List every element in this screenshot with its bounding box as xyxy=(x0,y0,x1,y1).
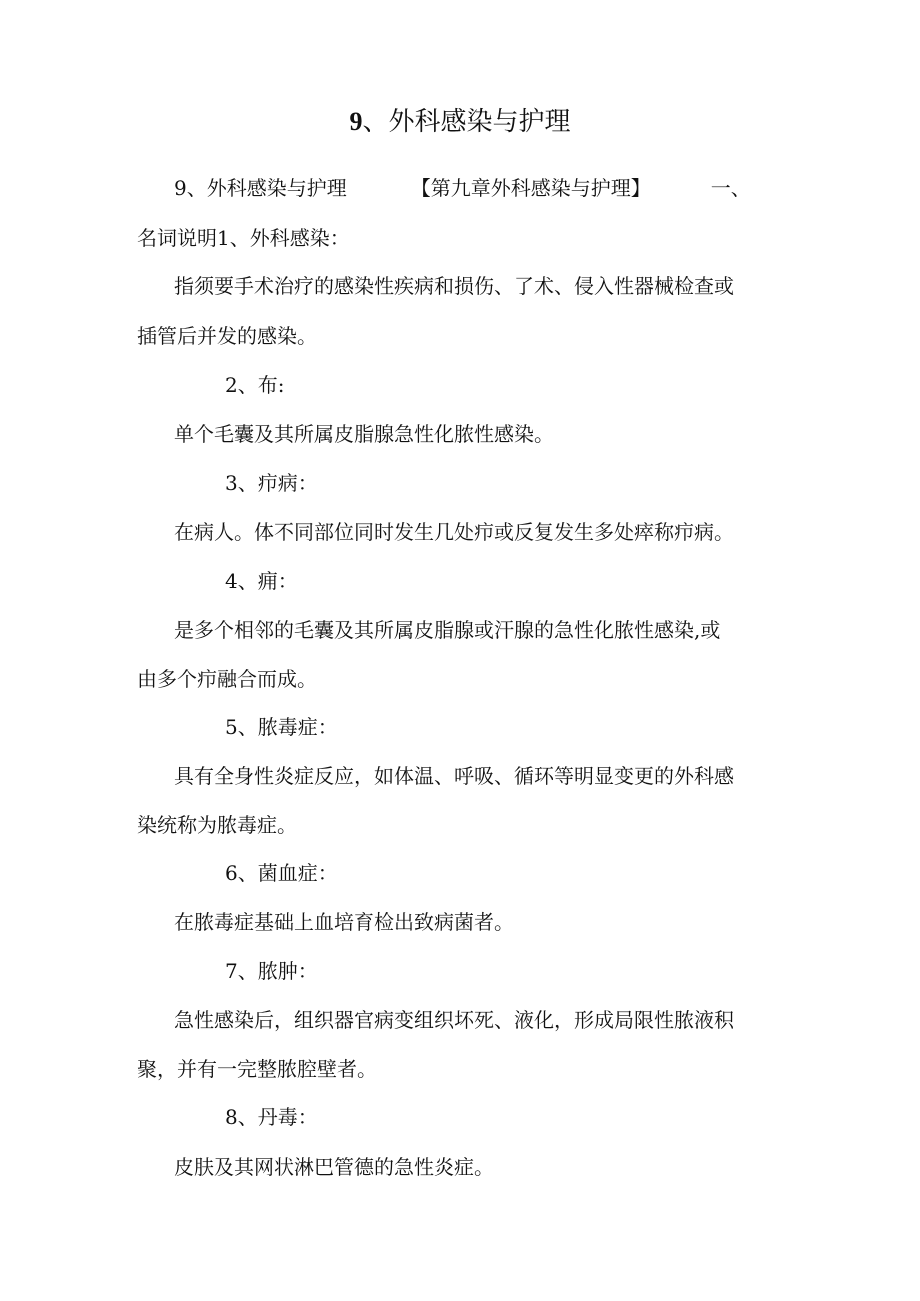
definition-5-line-2: 染统称为脓毒症。 xyxy=(137,813,297,837)
intro-part-3: 一、 xyxy=(710,176,751,200)
term-heading-2: 2、布: xyxy=(225,373,285,397)
definition-7-line-1: 急性感染后，组织器官病变组织坏死、液化，形成局限性脓液积 xyxy=(174,1008,734,1032)
definition-2-line-1: 单个毛囊及其所属皮脂腺急性化脓性感染。 xyxy=(174,422,554,446)
term-heading-3: 3、疖病： xyxy=(225,471,318,495)
term-heading-5: 5、脓毒症： xyxy=(225,715,338,739)
definition-5-line-1: 具有全身性炎症反应，如体温、呼吸、循环等明显变更的外科感 xyxy=(174,764,734,788)
term-heading-8: 8、丹毒： xyxy=(225,1105,318,1129)
term-heading-7: 7、脓肿： xyxy=(225,959,318,983)
title-number: 9 xyxy=(349,107,363,136)
definition-1-line-1: 指须要手术治疗的感染性疾病和损伤、了术、侵入性器械检查或 xyxy=(174,274,734,298)
definition-3-line-1: 在病人。体不同部位同时发生几处疖或反复发生多处瘁称疖病。 xyxy=(174,520,734,544)
definition-6-line-1: 在脓毒症基础上血培育检出致病菌者。 xyxy=(174,910,514,934)
definition-1-line-2: 插管后并发的感染。 xyxy=(137,324,317,348)
definition-4-line-2: 由多个疖融合而成。 xyxy=(137,667,317,691)
definition-7-line-2: 聚，并有一完整脓腔壁者。 xyxy=(137,1057,377,1081)
intro-part-2: 【第九章外科感染与护理】 xyxy=(410,176,651,200)
term-heading-6: 6、菌血症： xyxy=(225,861,338,885)
intro-line-1 xyxy=(174,173,751,203)
term-heading-4: 4、痈： xyxy=(225,569,298,593)
intro-line-2: 名词说明1、外科感染： xyxy=(137,226,350,250)
document-title xyxy=(0,100,920,144)
title-text: 、外科感染与护理 xyxy=(362,107,571,137)
definition-8-line-1: 皮肤及其网状淋巴管德的急性炎症。 xyxy=(174,1155,494,1179)
definition-4-line-1: 是多个相邻的毛囊及其所属皮脂腺或汗腺的急性化脓性感染,或 xyxy=(174,618,721,642)
intro-part-1: 9、外科感染与护理 xyxy=(174,176,347,200)
